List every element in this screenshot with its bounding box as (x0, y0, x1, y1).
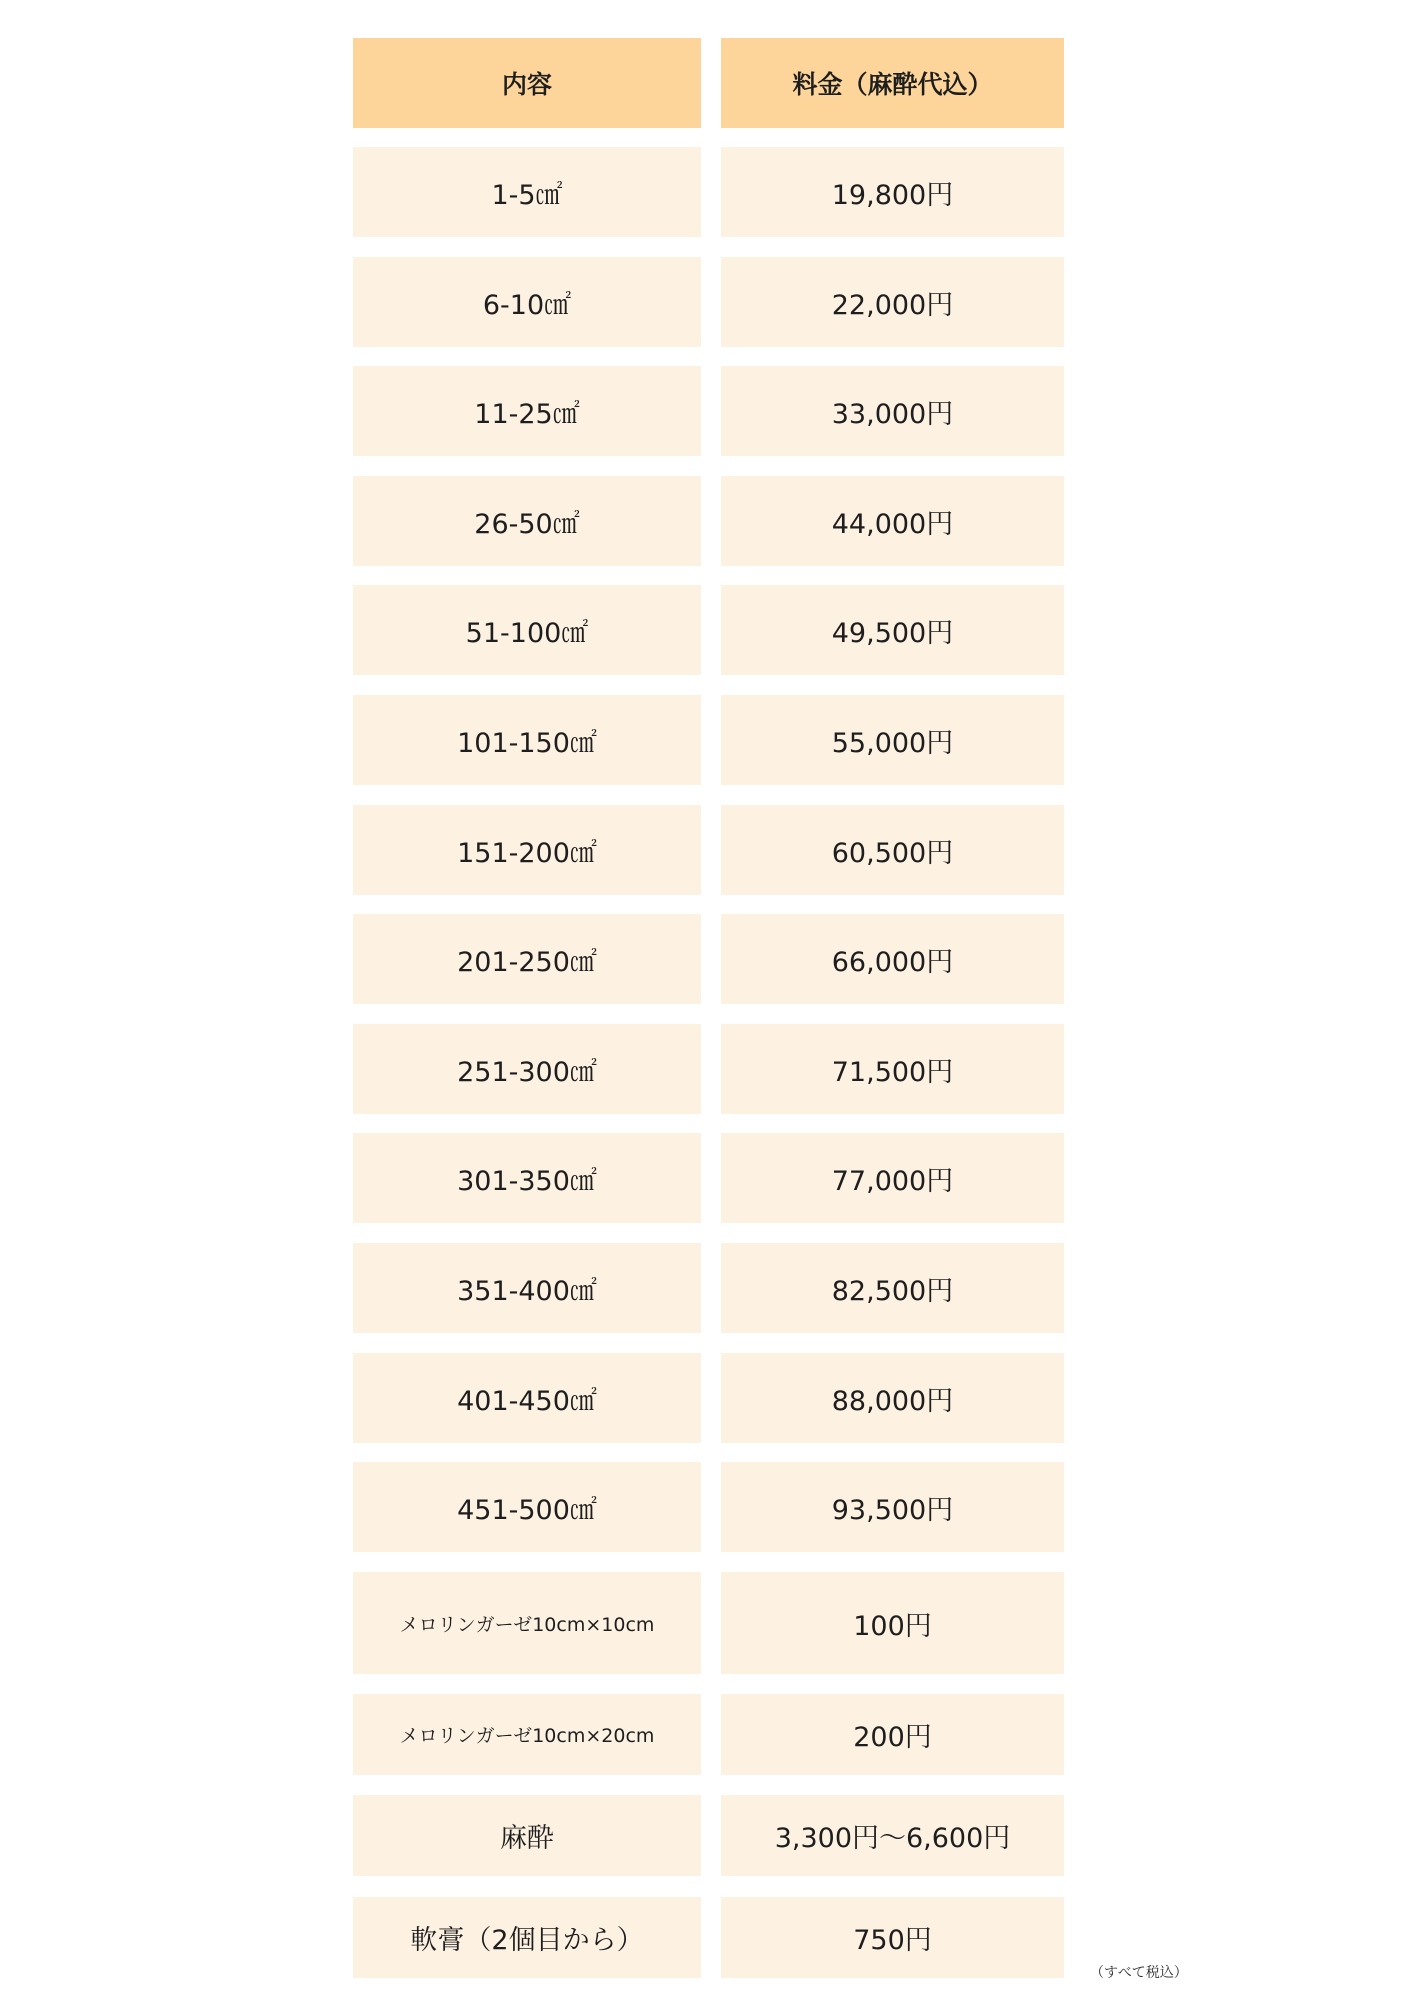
table-row-price (721, 1897, 1064, 1978)
table-row-price (721, 914, 1064, 1004)
table-row-price (721, 257, 1064, 347)
row-price-text: 49,500円 (831, 617, 954, 649)
row-price-text: 55,000円 (831, 727, 954, 759)
row-content-text: メロリンガーゼ10cm×10cm (399, 1613, 655, 1636)
row-content-text: 麻酔 (500, 1823, 554, 1854)
row-price-text: 71,500円 (831, 1056, 954, 1088)
table-row-price (721, 476, 1064, 566)
row-price-text: 60,500円 (831, 837, 954, 869)
table-row-content (353, 1024, 701, 1114)
table-row-content (353, 1572, 701, 1674)
row-content-text: 401-450㎠ (457, 1385, 597, 1417)
row-content-text: 301-350㎠ (457, 1165, 597, 1197)
header-price (721, 38, 1064, 128)
table-row-price (721, 1462, 1064, 1552)
table-row-price (721, 1133, 1064, 1223)
table-row-price (721, 585, 1064, 675)
row-price-text: 22,000円 (831, 289, 954, 321)
row-content-text: メロリンガーゼ10cm×20cm (399, 1725, 655, 1747)
table-row-content (353, 1243, 701, 1333)
table-row-content (353, 147, 701, 237)
table-row-price (721, 147, 1064, 237)
table-row-content (353, 1462, 701, 1552)
table-row-price (721, 1024, 1064, 1114)
table-row-content (353, 585, 701, 675)
row-content-text: 6-10㎠ (482, 289, 572, 321)
row-price-text: 77,000円 (831, 1165, 954, 1197)
row-content-text: 201-250㎠ (457, 946, 597, 978)
row-price-text: 88,000円 (831, 1385, 954, 1417)
table-row-price (721, 1795, 1064, 1876)
row-price-text: 44,000円 (831, 508, 954, 540)
table-row-content (353, 914, 701, 1004)
row-price-text: 82,500円 (831, 1275, 954, 1307)
table-row-content (353, 1133, 701, 1223)
row-content-text: 101-150㎠ (457, 727, 597, 759)
row-price-text: 100円 (853, 1610, 932, 1642)
table-row-content (353, 805, 701, 895)
table-row-content (353, 1795, 701, 1876)
row-content-text: 11-25㎠ (474, 398, 580, 430)
table-row-content (353, 366, 701, 456)
header-content (353, 38, 701, 128)
tax-note: （すべて税込） (1090, 1965, 1188, 1981)
table-row-price (721, 695, 1064, 785)
table-row-price (721, 805, 1064, 895)
header-content-label: 内容 (501, 70, 552, 99)
row-price-text: 66,000円 (831, 946, 954, 978)
row-price-text: 200円 (853, 1722, 932, 1753)
table-row-content (353, 1353, 701, 1443)
table-row-price (721, 1353, 1064, 1443)
table-row-price (721, 1572, 1064, 1674)
row-price-text: 3,300円〜6,600円 (774, 1823, 1011, 1854)
table-row-price (721, 1243, 1064, 1333)
row-price-text: 19,800円 (831, 179, 954, 211)
row-price-text: 750円 (853, 1925, 932, 1956)
header-price-label: 料金（麻酔代込） (792, 70, 993, 99)
row-content-text: 251-300㎠ (457, 1056, 597, 1088)
row-price-text: 93,500円 (831, 1494, 954, 1526)
table-row-content (353, 695, 701, 785)
row-content-text: 451-500㎠ (457, 1494, 597, 1526)
row-price-text: 33,000円 (831, 398, 954, 430)
table-row-content (353, 257, 701, 347)
row-content-text: 351-400㎠ (457, 1275, 597, 1307)
row-content-text: 軟膏（2個目から） (410, 1925, 644, 1956)
table-row-content (353, 1694, 701, 1775)
row-content-text: 1-5㎠ (491, 179, 563, 211)
row-content-text: 26-50㎠ (474, 508, 580, 540)
table-row-content (353, 476, 701, 566)
table-row-price (721, 366, 1064, 456)
table-row-content (353, 1897, 701, 1978)
row-content-text: 151-200㎠ (457, 837, 597, 869)
table-row-price (721, 1694, 1064, 1775)
row-content-text: 51-100㎠ (465, 617, 589, 649)
